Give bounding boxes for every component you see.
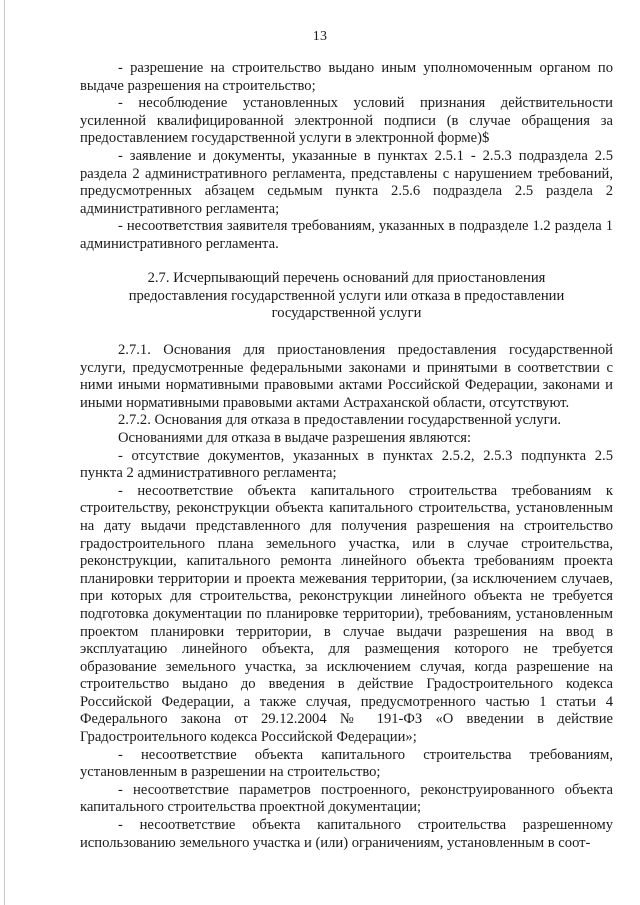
refusal-grounds-list xyxy=(80,60,613,254)
list-item: - заявление и документы, указанные в пунктах 2.5.1 - 2.5.3 подраздела 2.5 раздела 2 административного регламента, представлены с нарушением требований, предусмотренных абзацем седьмым пункта 2.5.6 подраздела 2.5 раздела 2 административного регламента; xyxy=(80,147,613,217)
list-item: - несоответствие параметров построенного, реконструированного объекта капитального строительства проектной документации; xyxy=(80,781,613,816)
section-body xyxy=(80,342,613,852)
list-item: - отсутствие документов, указанных в пунктах 2.5.2, 2.5.3 подпункта 2.5 пункта 2 административного регламента; xyxy=(80,447,613,482)
list-item: - несоответствие объекта капитального строительства требованиям, установленным в разрешении на строительство; xyxy=(80,746,613,781)
paragraph: Основаниями для отказа в выдаче разрешения являются: xyxy=(118,429,472,446)
page-edge-line xyxy=(4,0,5,905)
list-item: - разрешение на строительство выдано иным уполномоченным органом по выдаче разрешения на строительство; xyxy=(80,60,613,94)
list-item: - несоответствие объекта капитального строительства требованиям к строительству, реконструкции объекта капитального строительства, установленным на дату выдачи представленного для получения разрешения на строительство градостроительного плана земельного участка, или в случае строительства, реконструкции, капитального ремонта линейного объекта требованиям проекта планировки территории и проекта межевания территории, (за исключением случаев, при которых для строительства, реконструкции линейного объекта не требуется подготовка документации по планировке территории), требованиям, установленным проектом планировки территории, в случае выдачи разрешения на ввод в эксплуатацию линейного объекта, для размещения которого не требуется образование земельного участка, за исключением случая, когда разрешение на строительство выдано до введения в действие Градостроительного кодекса Российской Федерации, а также случая, предусмотренного частью 1 статьи 4 Федерального закона от 29.12.2004 № 191-ФЗ «О введении в действие Градостроительного кодекса Российской Федерации»; xyxy=(80,482,613,746)
paragraph: 2.7.2. Основания для отказа в предоставлении государственной услуги. xyxy=(118,412,562,429)
list-item: - несоответствия заявителя требованиям, указанных в подразделе 1.2 раздела 1 административного регламента. xyxy=(80,218,613,252)
paragraph: 2.7.1. Основания для приостановления предоставления государственной услуги, предусмотренные федеральными законами и принятыми в соответствии с ними иными нормативными правовыми актами Российской Федерации, законами и иными нормативными правовыми актами Астраханской области, отсутствуют. xyxy=(80,342,613,411)
list-item: - несоответствие объекта капитального строительства разрешенному использованию земельного участка и (или) ограничениям, установленным в соот- xyxy=(80,817,613,851)
page-number: 13 xyxy=(312,29,328,44)
list-item: - несоблюдение установленных условий признания действительности усиленной квалифицированной электронной подписи (в случае обращения за предоставлением государственной услуги в электронной форме)$ xyxy=(80,95,613,147)
section-heading: 2.7. Исчерпывающий перечень оснований для приостановления предоставления государственной услуги или отказа в предоставлении государственной услуги xyxy=(128,270,565,322)
